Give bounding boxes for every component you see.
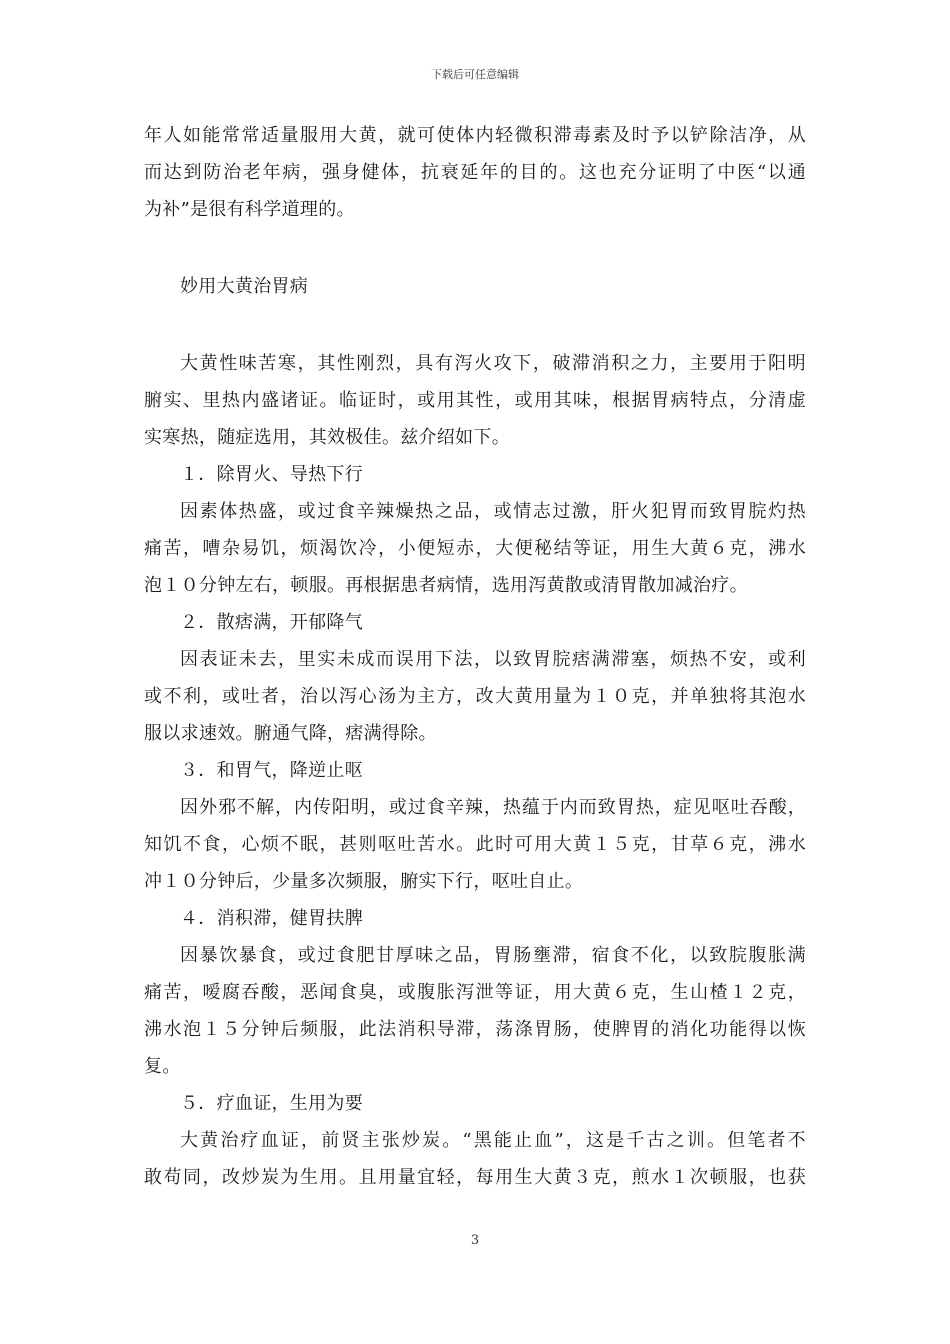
section-title: 妙用大黄治胃病 (180, 276, 309, 297)
page-number: 3 (470, 1233, 480, 1248)
body-line: 泡１０分钟左右，顿服。再根据患者病情，选用泻黄散或清胃散加减治疗。 (144, 575, 748, 596)
body-line: 大黄性味苦寒，其性刚烈，具有泻火攻下，破滞消积之力，主要用于阳明 (180, 353, 806, 374)
body-line: 沸水泡１５分钟后频服，此法消积导滞，荡涤胃肠，使脾胃的消化功能得以恢 (144, 1019, 806, 1040)
body-line: 大黄治疗血证，前贤主张炒炭。“黑能止血”，这是千古之训。但笔者不 (180, 1130, 806, 1151)
subsection-heading: ３．和胃气，降逆止呕 (180, 760, 363, 781)
body-line: 因表证未去，里实未成而误用下法，以致胃脘痞满滞塞，烦热不安，或利 (180, 649, 806, 670)
body-line: 腑实、里热内盛诸证。临证时，或用其性，或用其味，根据胃病特点，分清虚 (144, 390, 806, 411)
page-header: 下载后可任意编辑 (431, 68, 519, 81)
subsection-heading: １．除胃火、导热下行 (180, 464, 363, 485)
body-line: 痛苦，嘈杂易饥，烦渴饮冷，小便短赤，大便秘结等证，用生大黄６克，沸水 (144, 538, 806, 559)
body-line: 实寒热，随症选用，其效极佳。兹介绍如下。 (144, 427, 510, 448)
body-line: 服以求速效。腑通气降，痞满得除。 (144, 723, 437, 744)
body-line: 因暴饮暴食，或过食肥甘厚味之品，胃肠壅滞，宿食不化，以致脘腹胀满 (180, 945, 806, 966)
body-line: 而达到防治老年病，强身健体，抗衰延年的目的。这也充分证明了中医“以通 (144, 162, 806, 183)
body-line: 或不利，或吐者，治以泻心汤为主方，改大黄用量为１０克，并单独将其泡水 (144, 686, 806, 707)
subsection-heading: ４．消积滞，健胃扶脾 (180, 908, 363, 929)
body-line: 痛苦，嗳腐吞酸，恶闻食臭，或腹胀泻泄等证，用大黄６克，生山楂１２克， (144, 982, 806, 1003)
body-line: 为补”是很有科学道理的。 (144, 199, 355, 220)
body-line: 因素体热盛，或过食辛辣燥热之品，或情志过激，肝火犯胃而致胃脘灼热 (180, 501, 806, 522)
body-line: 复。 (144, 1056, 181, 1077)
subsection-heading: ５．疗血证，生用为要 (180, 1093, 363, 1114)
body-line: 因外邪不解，内传阳明，或过食辛辣，热蕴于内而致胃热，症见呕吐吞酸， (180, 797, 806, 818)
body-line: 年人如能常常适量服用大黄，就可使体内轻微积滞毒素及时予以铲除洁净，从 (144, 125, 806, 146)
body-line: 冲１０分钟后，少量多次频服，腑实下行，呕吐自止。 (144, 871, 584, 892)
body-line: 敢苟同，改炒炭为生用。且用量宜轻，每用生大黄３克，煎水１次顿服，也获 (144, 1167, 806, 1188)
body-line: 知饥不食，心烦不眠，甚则呕吐苦水。此时可用大黄１５克，甘草６克，沸水 (144, 834, 806, 855)
subsection-heading: ２．散痞满，开郁降气 (180, 612, 363, 633)
